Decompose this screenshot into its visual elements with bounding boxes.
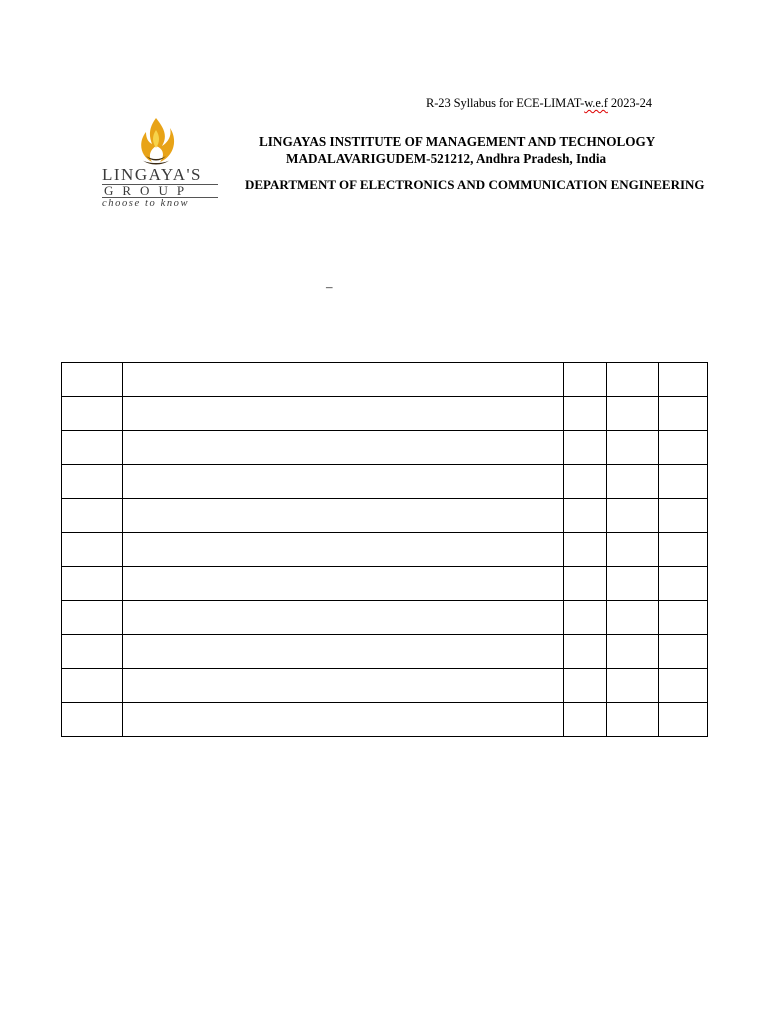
table-cell xyxy=(123,703,564,737)
table-cell xyxy=(659,703,708,737)
table-cell xyxy=(564,703,607,737)
table-cell xyxy=(607,669,659,703)
table-row xyxy=(62,499,708,533)
institute-logo xyxy=(100,116,220,208)
institute-address: MADALAVARIGUDEM-521212, Andhra Pradesh, India xyxy=(286,151,607,166)
table-cell xyxy=(123,397,564,431)
course-table xyxy=(61,362,708,737)
table-cell xyxy=(659,431,708,465)
table-row xyxy=(62,465,708,499)
syllabus-reference-suffix: 2023-24 xyxy=(607,96,652,110)
table-cell xyxy=(123,363,564,397)
syllabus-reference-marked: w.e.f xyxy=(584,96,608,110)
table-cell xyxy=(62,363,123,397)
table-cell xyxy=(123,669,564,703)
table-row xyxy=(62,601,708,635)
table-cell xyxy=(564,363,607,397)
table-cell xyxy=(607,465,659,499)
table-cell xyxy=(62,635,123,669)
table-cell xyxy=(659,635,708,669)
table-cell xyxy=(123,567,564,601)
institute-name: LINGAYAS INSTITUTE OF MANAGEMENT AND TECHNOLOGY xyxy=(259,134,656,149)
table-cell xyxy=(659,499,708,533)
table-cell xyxy=(564,465,607,499)
table-cell xyxy=(123,499,564,533)
table-cell xyxy=(607,703,659,737)
table-row xyxy=(62,635,708,669)
table-cell xyxy=(62,397,123,431)
table-cell xyxy=(62,431,123,465)
department-name: DEPARTMENT OF ELECTRONICS AND COMMUNICATION ENGINEERING xyxy=(245,177,705,192)
table-row xyxy=(62,533,708,567)
table-cell xyxy=(62,703,123,737)
table-cell xyxy=(607,567,659,601)
table-cell xyxy=(123,431,564,465)
table-cell xyxy=(564,397,607,431)
dash-marker: – xyxy=(326,279,333,294)
logo-name: LINGAYA'S xyxy=(102,165,203,184)
syllabus-reference xyxy=(426,96,652,111)
table-cell xyxy=(607,397,659,431)
table-row xyxy=(62,703,708,737)
table-cell xyxy=(607,601,659,635)
table-cell xyxy=(564,431,607,465)
logo-group: GROUP xyxy=(102,184,218,198)
logo-tagline: choose to know xyxy=(102,198,190,209)
table-cell xyxy=(659,601,708,635)
table-cell xyxy=(62,465,123,499)
table-cell xyxy=(607,635,659,669)
table-cell xyxy=(123,635,564,669)
table-row xyxy=(62,363,708,397)
table-cell xyxy=(123,465,564,499)
table-cell xyxy=(564,567,607,601)
table-cell xyxy=(62,601,123,635)
table-cell xyxy=(123,533,564,567)
table-cell xyxy=(62,669,123,703)
syllabus-reference-prefix: R-23 Syllabus for ECE-LIMAT- xyxy=(426,96,585,110)
table-cell xyxy=(564,533,607,567)
table-cell xyxy=(607,363,659,397)
table-cell xyxy=(62,567,123,601)
table-cell xyxy=(564,601,607,635)
table-row xyxy=(62,669,708,703)
table-cell xyxy=(659,465,708,499)
table-cell xyxy=(607,533,659,567)
table-row xyxy=(62,431,708,465)
table-cell xyxy=(607,431,659,465)
table-cell xyxy=(123,601,564,635)
table-cell xyxy=(659,567,708,601)
table-cell xyxy=(62,533,123,567)
table-row xyxy=(62,567,708,601)
table-cell xyxy=(564,669,607,703)
table-cell xyxy=(607,499,659,533)
table-cell xyxy=(659,397,708,431)
table-cell xyxy=(564,499,607,533)
table-cell xyxy=(659,533,708,567)
table-cell xyxy=(659,669,708,703)
table-cell xyxy=(564,635,607,669)
table-row xyxy=(62,397,708,431)
table-cell xyxy=(659,363,708,397)
flame-icon xyxy=(134,116,178,168)
table-cell xyxy=(62,499,123,533)
